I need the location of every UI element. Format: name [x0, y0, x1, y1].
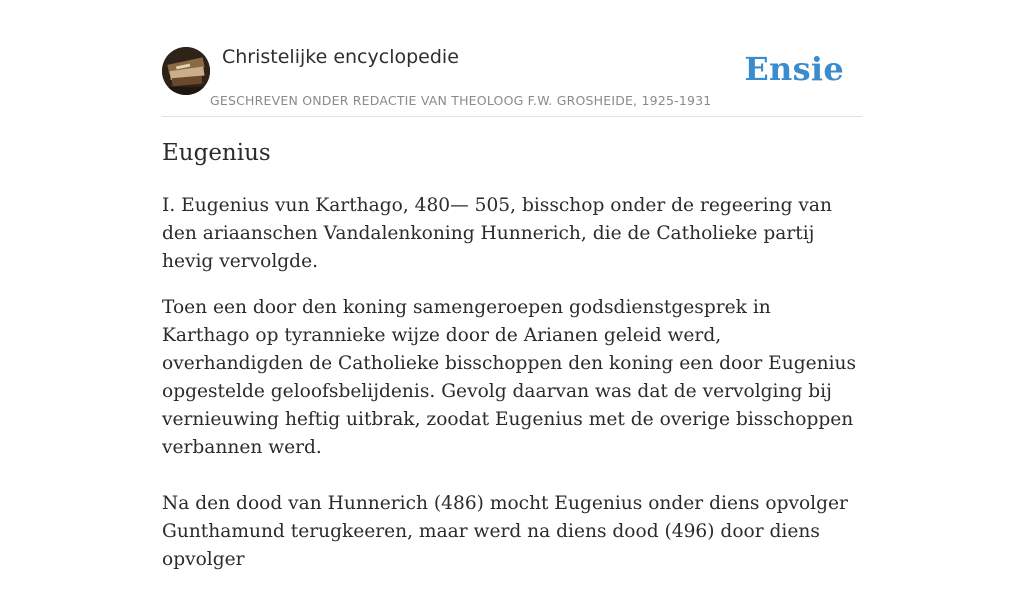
book-photo-icon — [162, 47, 210, 95]
entry-body — [162, 192, 862, 592]
brand-logo[interactable]: Ensie — [744, 50, 844, 88]
entry-paragraph: Toen een door den koning samengeroepen godsdienstgesprek in Karthago op tyrannieke wijze door de Arianen geleid werd, overhandigden de Catholieke bisschoppen den koning een door Eugenius opgestelde geloofsbelijdenis. Gevolg daarvan was dat de vervolging bij vernieuwing heftig uitbrak, zoodat Eugenius met de overige bisschoppen verbannen werd. — [162, 297, 857, 458]
entry-paragraph: Na den dood van Hunnerich (486) mocht Eugenius onder diens opvolger Gunthamund terugkeeren, maar werd na diens dood (496) door diens opvolger — [162, 493, 848, 570]
encyclopedia-avatar[interactable] — [162, 47, 210, 95]
site-header — [162, 0, 862, 117]
entry-paragraph: I. Eugenius vun Karthago, 480— 505, bisschop onder de regeering van den ariaanschen Vandalenkoning Hunnerich, die de Catholieke partij hevig vervolgde. — [162, 195, 832, 272]
site-subtitle: GESCHREVEN ONDER REDACTIE VAN THEOLOOG F.W. GROSHEIDE, 1925-1931 — [210, 93, 712, 108]
page-container — [162, 0, 862, 570]
entry-title: Eugenius — [162, 140, 271, 166]
site-title[interactable]: Christelijke encyclopedie — [222, 46, 459, 68]
